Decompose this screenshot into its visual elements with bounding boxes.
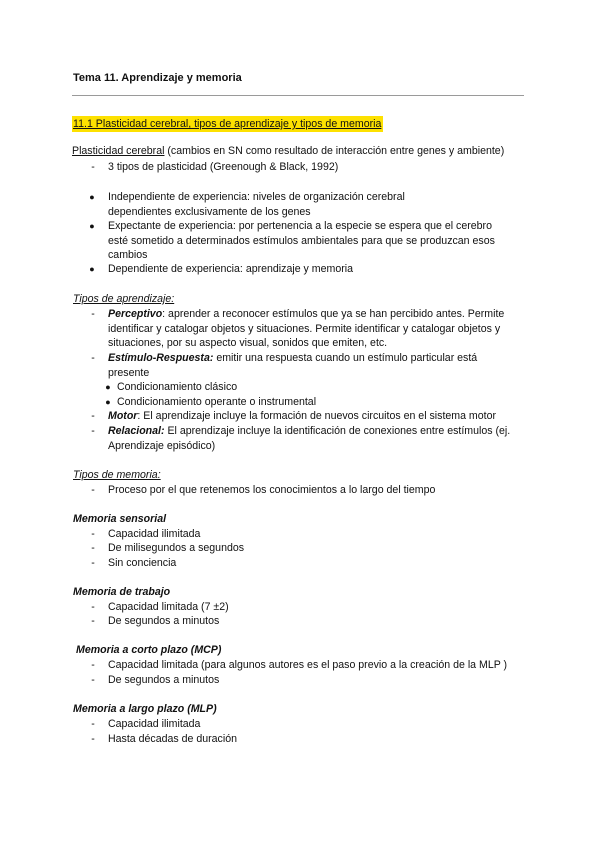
dash-marker: - [91, 659, 95, 671]
section-heading: 11.1 Plasticidad cerebral, tipos de aprendizaje y tipos de memoria [73, 118, 382, 130]
dash-marker: - [91, 615, 95, 627]
document-title: Tema 11. Aprendizaje y memoria [73, 72, 242, 84]
estimulo-respuesta-text: emitir una respuesta cuando un estímulo particular está presente [108, 352, 478, 379]
largo-plazo-item: Capacidad ilimitada [108, 718, 201, 730]
dash-marker: - [91, 557, 95, 569]
sensorial-item: Sin conciencia [108, 557, 177, 569]
corto-plazo-item: Capacidad limitada (para algunos autores es el paso previo a la creación de la MLP ) [108, 659, 508, 671]
aprendizaje-heading: Tipos de aprendizaje: [73, 293, 175, 305]
dash-marker: - [91, 601, 95, 613]
aprendizaje-item-relacional [108, 424, 520, 453]
trabajo-item: De segundos a minutos [108, 615, 220, 627]
bullet-item: Dependiente de experiencia: aprendizaje y memoria [108, 263, 353, 275]
aprendizaje-item-estimulo-respuesta [108, 351, 508, 380]
corto-plazo-item: De segundos a minutos [108, 674, 220, 686]
bullet-marker: ● [89, 192, 95, 202]
perceptivo-text: : aprender a reconocer estímulos que ya se han percibido antes. Permite identificar y catalogar objetos y situaciones. Permite identificar y catalogar objetos y situaciones, por su aspecto visual, sonidos que emiten, etc. [108, 308, 505, 349]
corto-plazo-heading: Memoria a corto plazo (MCP) [76, 644, 222, 656]
sensorial-heading: Memoria sensorial [73, 513, 167, 525]
sub-bullet-marker: ● [105, 382, 111, 392]
term-estimulo-respuesta: Estímulo-Respuesta: [108, 352, 214, 364]
term-relacional: Relacional: [108, 425, 165, 437]
dash-marker: - [91, 674, 95, 686]
largo-plazo-item: Hasta décadas de duración [108, 733, 237, 745]
dash-marker: - [91, 528, 95, 540]
plasticidad-label: Plasticidad cerebral [72, 145, 165, 157]
aprendizaje-item-perceptivo [108, 307, 526, 351]
dash-marker: - [91, 352, 95, 364]
memoria-heading: Tipos de memoria: [73, 469, 161, 481]
sub-bullet-item: Condicionamiento operante o instrumental [117, 396, 317, 408]
memoria-item: Proceso por el que retenemos los conocimientos a lo largo del tiempo [108, 484, 436, 496]
bullet-marker: ● [89, 221, 95, 231]
dash-marker: - [91, 733, 95, 745]
motor-text: : El aprendizaje incluye la formación de nuevos circuitos en el sistema motor [137, 410, 497, 422]
dash-marker: - [91, 484, 95, 496]
dash-marker: - [91, 308, 95, 320]
horizontal-rule [72, 95, 524, 96]
trabajo-item: Capacidad limitada (7 ±2) [108, 601, 229, 613]
dash-marker: - [91, 425, 95, 437]
trabajo-heading: Memoria de trabajo [73, 586, 171, 598]
plasticidad-description: (cambios en SN como resultado de interacción entre genes y ambiente) [164, 145, 505, 157]
largo-plazo-heading: Memoria a largo plazo (MLP) [73, 703, 217, 715]
sub-bullet-item: Condicionamiento clásico [117, 381, 238, 393]
term-motor: Motor [108, 410, 138, 422]
term-perceptivo: Perceptivo [108, 308, 163, 320]
aprendizaje-item-motor [108, 409, 496, 423]
sensorial-item: De milisegundos a segundos [108, 542, 245, 554]
plasticidad-types-item: 3 tipos de plasticidad (Greenough & Black, 1992) [108, 161, 339, 173]
relacional-text: El aprendizaje incluye la identificación de conexiones entre estímulos (ej. Aprendizaje episódico) [108, 425, 511, 452]
dash-marker: - [91, 410, 95, 422]
bullet-marker: ● [89, 264, 95, 274]
plasticidad-line [72, 144, 504, 158]
bullet-item: Independiente de experiencia: niveles de organización cerebral dependientes exclusivamente de los genes [108, 191, 405, 218]
dash-marker: - [91, 161, 95, 173]
sub-bullet-marker: ● [105, 397, 111, 407]
dash-marker: - [91, 718, 95, 730]
bullet-item: Expectante de experiencia: por pertenencia a la especie se espera que el cerebro esté sometido a determinados estímulos ambientales para que se produzcan esos cambios [108, 220, 495, 261]
dash-marker: - [91, 542, 95, 554]
sensorial-item: Capacidad ilimitada [108, 528, 201, 540]
